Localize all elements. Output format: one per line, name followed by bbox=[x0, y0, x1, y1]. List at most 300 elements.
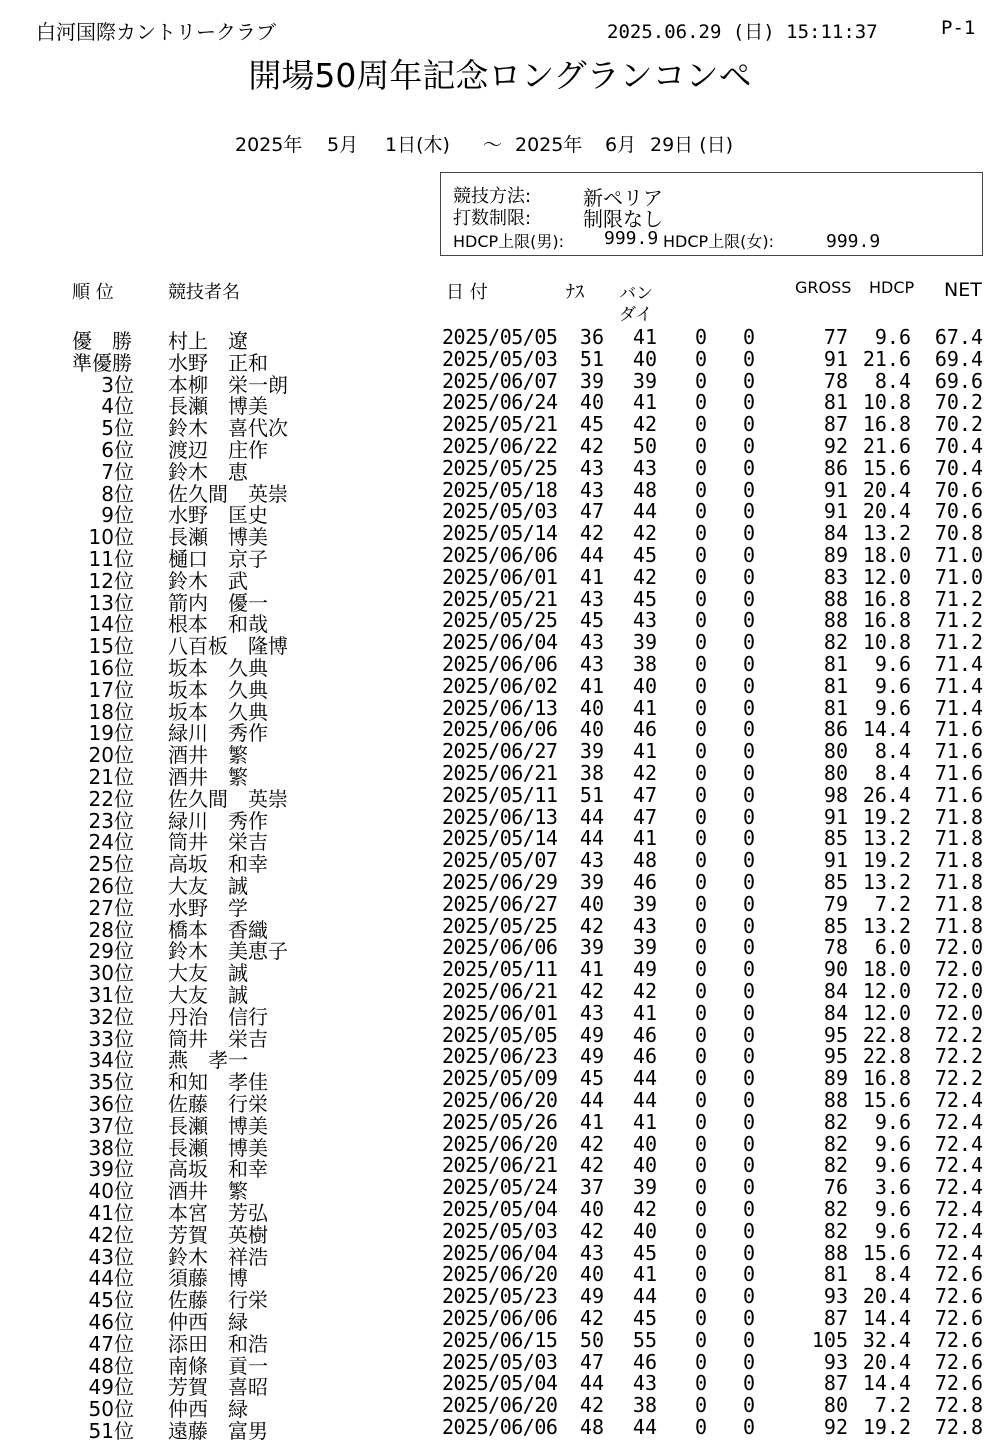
gross-cell: 82 bbox=[823, 1197, 848, 1221]
net-cell: 72.6 bbox=[934, 1327, 983, 1352]
player-name-cell: 長瀬 博美 bbox=[168, 525, 268, 550]
zero-col2-cell: 0 bbox=[743, 412, 756, 437]
table-row bbox=[0, 455, 1000, 484]
zero-col1-cell: 0 bbox=[695, 695, 708, 720]
date-cell: 2025/05/07 bbox=[442, 848, 558, 873]
net-cell: 71.4 bbox=[934, 652, 983, 676]
gross-cell: 88 bbox=[823, 1240, 848, 1265]
gross-cell: 95 bbox=[823, 1022, 848, 1047]
gross-cell: 80 bbox=[823, 739, 848, 764]
date-cell: 2025/06/20 bbox=[442, 1088, 558, 1112]
player-name-cell: 八百板 隆博 bbox=[168, 634, 288, 659]
in-score-cell: 45 bbox=[632, 1306, 657, 1330]
in-score-cell: 39 bbox=[632, 630, 657, 655]
zero-col1-cell: 0 bbox=[695, 1415, 708, 1439]
rank-cell: 42位 bbox=[88, 1222, 134, 1247]
out-score-cell: 45 bbox=[579, 412, 604, 437]
date-cell: 2025/05/11 bbox=[442, 782, 558, 807]
out-score-cell: 49 bbox=[579, 1284, 604, 1309]
zero-col2-cell: 0 bbox=[743, 913, 756, 938]
in-score-cell: 40 bbox=[632, 1153, 657, 1178]
col-rank: 順 位 bbox=[72, 282, 114, 303]
zero-col1-cell: 0 bbox=[695, 630, 708, 655]
zero-col2-cell: 0 bbox=[743, 979, 756, 1003]
net-cell: 72.0 bbox=[934, 935, 983, 960]
hdcp-cell: 22.8 bbox=[862, 1044, 911, 1069]
player-name-cell: 添田 和浩 bbox=[168, 1331, 268, 1356]
gross-cell: 77 bbox=[823, 325, 848, 349]
table-row bbox=[0, 1349, 1000, 1378]
date-cell: 2025/06/06 bbox=[442, 543, 558, 567]
rank-cell: 45位 bbox=[88, 1288, 134, 1313]
rank-cell: 9位 bbox=[101, 503, 134, 528]
date-cell: 2025/05/26 bbox=[442, 1109, 558, 1134]
gross-cell: 91 bbox=[823, 499, 848, 524]
date-cell: 2025/06/21 bbox=[442, 1153, 558, 1178]
zero-col1-cell: 0 bbox=[695, 390, 708, 415]
zero-col1-cell: 0 bbox=[695, 1022, 708, 1047]
net-cell: 71.8 bbox=[934, 826, 983, 851]
zero-col1-cell: 0 bbox=[695, 1393, 708, 1418]
col-gross: GROSS bbox=[795, 278, 852, 297]
player-name-cell: 仲西 緑 bbox=[168, 1397, 248, 1422]
method-label: 競技方法: bbox=[453, 186, 532, 207]
date-cell: 2025/06/06 bbox=[442, 1415, 558, 1439]
table-row bbox=[0, 1088, 1000, 1116]
date-cell: 2025/06/04 bbox=[442, 1240, 558, 1265]
date-cell: 2025/06/13 bbox=[442, 695, 558, 720]
rank-cell: 33位 bbox=[88, 1026, 134, 1051]
zero-col1-cell: 0 bbox=[695, 848, 708, 873]
hdcp-cell: 9.6 bbox=[874, 673, 911, 698]
gross-cell: 79 bbox=[823, 891, 848, 916]
out-score-cell: 40 bbox=[579, 695, 604, 720]
net-cell: 72.4 bbox=[934, 1175, 983, 1200]
out-score-cell: 40 bbox=[579, 1262, 604, 1287]
period-start-month: 5月 bbox=[327, 134, 359, 156]
gross-cell: 88 bbox=[823, 1088, 848, 1112]
period-tilde: ～ bbox=[483, 134, 503, 156]
in-score-cell: 41 bbox=[632, 325, 657, 349]
zero-col2-cell: 0 bbox=[743, 564, 756, 589]
zero-col1-cell: 0 bbox=[695, 499, 708, 524]
net-cell: 71.2 bbox=[934, 630, 983, 655]
date-cell: 2025/05/04 bbox=[442, 1371, 558, 1396]
out-score-cell: 41 bbox=[579, 673, 604, 698]
date-cell: 2025/06/20 bbox=[442, 1393, 558, 1418]
zero-col2-cell: 0 bbox=[743, 390, 756, 415]
date-cell: 2025/06/20 bbox=[442, 1262, 558, 1287]
zero-col2-cell: 0 bbox=[743, 477, 756, 502]
hdcp-cell: 8.4 bbox=[874, 761, 911, 785]
rank-cell: 5位 bbox=[101, 416, 134, 441]
zero-col1-cell: 0 bbox=[695, 412, 708, 437]
gross-cell: 92 bbox=[823, 1415, 848, 1439]
net-cell: 72.4 bbox=[934, 1088, 983, 1112]
net-cell: 69.6 bbox=[934, 368, 983, 393]
table-row bbox=[0, 325, 1000, 353]
out-score-cell: 42 bbox=[579, 1306, 604, 1330]
zero-col1-cell: 0 bbox=[695, 804, 708, 829]
net-cell: 72.4 bbox=[934, 1109, 983, 1134]
out-score-cell: 42 bbox=[579, 1393, 604, 1418]
zero-col1-cell: 0 bbox=[695, 1371, 708, 1396]
zero-col2-cell: 0 bbox=[743, 1240, 756, 1265]
zero-col1-cell: 0 bbox=[695, 1327, 708, 1352]
net-cell: 70.4 bbox=[934, 434, 983, 458]
gross-cell: 78 bbox=[823, 935, 848, 960]
net-cell: 72.2 bbox=[934, 1022, 983, 1047]
rank-cell: 27位 bbox=[88, 895, 134, 920]
out-score-cell: 50 bbox=[579, 1327, 604, 1352]
zero-col1-cell: 0 bbox=[695, 739, 708, 764]
in-score-cell: 38 bbox=[632, 652, 657, 676]
table-row bbox=[0, 935, 1000, 964]
rank-cell: 48位 bbox=[88, 1353, 134, 1378]
date-cell: 2025/06/15 bbox=[442, 1327, 558, 1352]
in-score-cell: 46 bbox=[632, 870, 657, 894]
table-row bbox=[0, 848, 1000, 877]
zero-col1-cell: 0 bbox=[695, 1066, 708, 1091]
gross-cell: 91 bbox=[823, 477, 848, 502]
hdcp-cell: 16.8 bbox=[862, 608, 911, 633]
gross-cell: 81 bbox=[823, 390, 848, 415]
table-row bbox=[0, 1306, 1000, 1334]
hdcp-cell: 9.6 bbox=[874, 695, 911, 720]
out-score-cell: 36 bbox=[579, 325, 604, 349]
date-cell: 2025/05/25 bbox=[442, 608, 558, 633]
gross-cell: 87 bbox=[823, 1306, 848, 1330]
rank-cell: 38位 bbox=[88, 1135, 134, 1160]
net-cell: 72.8 bbox=[934, 1415, 983, 1439]
zero-col2-cell: 0 bbox=[743, 1000, 756, 1025]
out-score-cell: 41 bbox=[579, 564, 604, 589]
rank-cell: 28位 bbox=[88, 917, 134, 942]
player-name-cell: 根本 和哉 bbox=[168, 612, 268, 637]
zero-col1-cell: 0 bbox=[695, 673, 708, 698]
hdcp-male-label: HDCP上限(男): bbox=[453, 232, 565, 251]
gross-cell: 82 bbox=[823, 1153, 848, 1178]
hdcp-male-value: 999.9 bbox=[604, 228, 659, 249]
in-score-cell: 39 bbox=[632, 891, 657, 916]
date-cell: 2025/05/21 bbox=[442, 412, 558, 437]
table-row bbox=[0, 477, 1000, 506]
zero-col1-cell: 0 bbox=[695, 586, 708, 611]
rank-cell: 19位 bbox=[88, 721, 134, 746]
in-score-cell: 42 bbox=[632, 1197, 657, 1221]
net-cell: 72.6 bbox=[934, 1284, 983, 1309]
date-cell: 2025/05/14 bbox=[442, 521, 558, 546]
out-score-cell: 37 bbox=[579, 1175, 604, 1200]
zero-col1-cell: 0 bbox=[695, 1000, 708, 1025]
net-cell: 71.0 bbox=[934, 564, 983, 589]
table-row bbox=[0, 1218, 1000, 1247]
date-cell: 2025/06/06 bbox=[442, 652, 558, 676]
zero-col2-cell: 0 bbox=[743, 695, 756, 720]
method-value: 新ペリア bbox=[583, 186, 663, 210]
hdcp-cell: 9.6 bbox=[874, 1153, 911, 1178]
date-cell: 2025/06/06 bbox=[442, 935, 558, 960]
net-cell: 70.2 bbox=[934, 412, 983, 437]
net-cell: 71.8 bbox=[934, 848, 983, 873]
rank-cell: 4位 bbox=[101, 394, 134, 419]
hdcp-cell: 8.4 bbox=[874, 739, 911, 764]
gross-cell: 81 bbox=[823, 1262, 848, 1287]
hdcp-cell: 10.8 bbox=[862, 390, 911, 415]
rank-cell: 41位 bbox=[88, 1201, 134, 1225]
net-cell: 71.4 bbox=[934, 695, 983, 720]
in-score-cell: 42 bbox=[632, 564, 657, 589]
hdcp-cell: 15.6 bbox=[862, 455, 911, 480]
out-score-cell: 39 bbox=[579, 870, 604, 894]
rank-cell: 25位 bbox=[88, 852, 134, 877]
table-row bbox=[0, 543, 1000, 571]
table-row bbox=[0, 673, 1000, 702]
date-cell: 2025/05/21 bbox=[442, 586, 558, 611]
rank-cell: 準優勝 bbox=[72, 350, 132, 375]
in-score-cell: 44 bbox=[632, 1284, 657, 1309]
date-cell: 2025/06/22 bbox=[442, 434, 558, 458]
player-name-cell: 佐久間 英崇 bbox=[168, 481, 288, 506]
period-end-month: 6月 bbox=[605, 134, 637, 156]
table-row bbox=[0, 1131, 1000, 1160]
table-row bbox=[0, 1153, 1000, 1182]
date-cell: 2025/06/24 bbox=[442, 390, 558, 415]
rank-cell: 優 勝 bbox=[72, 329, 132, 353]
player-name-cell: 坂本 久典 bbox=[168, 677, 268, 702]
col-in-bottom: ダイ bbox=[619, 305, 653, 325]
gross-cell: 86 bbox=[823, 455, 848, 480]
player-name-cell: 芳賀 英樹 bbox=[168, 1222, 268, 1247]
player-name-cell: 芳賀 喜昭 bbox=[168, 1375, 268, 1400]
gross-cell: 76 bbox=[823, 1175, 848, 1200]
in-score-cell: 42 bbox=[632, 979, 657, 1003]
in-score-cell: 48 bbox=[632, 477, 657, 502]
player-name-cell: 遠藤 富男 bbox=[168, 1419, 268, 1443]
hdcp-cell: 26.4 bbox=[862, 782, 911, 807]
in-score-cell: 46 bbox=[632, 717, 657, 742]
gross-cell: 84 bbox=[823, 521, 848, 546]
in-score-cell: 42 bbox=[632, 761, 657, 785]
table-row bbox=[0, 1000, 1000, 1029]
out-score-cell: 43 bbox=[579, 652, 604, 676]
zero-col1-cell: 0 bbox=[695, 477, 708, 502]
zero-col2-cell: 0 bbox=[743, 608, 756, 633]
rank-cell: 35位 bbox=[88, 1070, 134, 1095]
hdcp-cell: 16.8 bbox=[862, 586, 911, 611]
hdcp-cell: 8.4 bbox=[874, 368, 911, 393]
zero-col2-cell: 0 bbox=[743, 1131, 756, 1156]
rank-cell: 44位 bbox=[88, 1266, 134, 1291]
table-row bbox=[0, 1066, 1000, 1095]
out-score-cell: 47 bbox=[579, 1349, 604, 1374]
hdcp-cell: 15.6 bbox=[862, 1088, 911, 1112]
zero-col1-cell: 0 bbox=[695, 870, 708, 894]
out-score-cell: 43 bbox=[579, 848, 604, 873]
date-cell: 2025/05/05 bbox=[442, 1022, 558, 1047]
rank-cell: 30位 bbox=[88, 961, 134, 986]
hdcp-cell: 18.0 bbox=[862, 957, 911, 982]
in-score-cell: 50 bbox=[632, 434, 657, 458]
in-score-cell: 41 bbox=[632, 390, 657, 415]
table-row bbox=[0, 1415, 1000, 1443]
zero-col2-cell: 0 bbox=[743, 1022, 756, 1047]
col-in-top: バン bbox=[619, 284, 653, 304]
net-cell: 72.2 bbox=[934, 1044, 983, 1069]
zero-col1-cell: 0 bbox=[695, 782, 708, 807]
net-cell: 67.4 bbox=[934, 325, 983, 349]
table-row bbox=[0, 870, 1000, 898]
player-name-cell: 佐藤 行栄 bbox=[168, 1092, 268, 1116]
date-cell: 2025/06/01 bbox=[442, 1000, 558, 1025]
rank-cell: 49位 bbox=[88, 1375, 134, 1400]
print-datetime: 2025.06.29 (日) 15:11:37 bbox=[607, 21, 878, 43]
gross-cell: 85 bbox=[823, 870, 848, 894]
in-score-cell: 40 bbox=[632, 346, 657, 371]
in-score-cell: 48 bbox=[632, 848, 657, 873]
hdcp-cell: 7.2 bbox=[874, 891, 911, 916]
gross-cell: 87 bbox=[823, 412, 848, 437]
table-row bbox=[0, 695, 1000, 724]
out-score-cell: 40 bbox=[579, 390, 604, 415]
date-cell: 2025/06/02 bbox=[442, 673, 558, 698]
rank-cell: 13位 bbox=[88, 590, 134, 615]
net-cell: 70.6 bbox=[934, 477, 983, 502]
gross-cell: 84 bbox=[823, 979, 848, 1003]
hdcp-cell: 20.4 bbox=[862, 1349, 911, 1374]
date-cell: 2025/05/03 bbox=[442, 1349, 558, 1374]
out-score-cell: 43 bbox=[579, 1240, 604, 1265]
rank-cell: 3位 bbox=[101, 372, 134, 397]
out-score-cell: 43 bbox=[579, 455, 604, 480]
gross-cell: 82 bbox=[823, 1109, 848, 1134]
table-row bbox=[0, 346, 1000, 375]
zero-col2-cell: 0 bbox=[743, 826, 756, 851]
rank-cell: 12位 bbox=[88, 568, 134, 593]
zero-col2-cell: 0 bbox=[743, 455, 756, 480]
limit-value: 制限なし bbox=[583, 207, 663, 231]
gross-cell: 91 bbox=[823, 346, 848, 371]
out-score-cell: 44 bbox=[579, 543, 604, 567]
period-end-year: 2025年 bbox=[515, 134, 583, 156]
net-cell: 71.6 bbox=[934, 717, 983, 742]
rank-cell: 32位 bbox=[88, 1004, 134, 1029]
player-name-cell: 仲西 緑 bbox=[168, 1310, 248, 1334]
zero-col2-cell: 0 bbox=[743, 630, 756, 655]
out-score-cell: 42 bbox=[579, 1131, 604, 1156]
gross-cell: 93 bbox=[823, 1284, 848, 1309]
hdcp-cell: 20.4 bbox=[862, 499, 911, 524]
player-name-cell: 大友 誠 bbox=[168, 874, 248, 898]
rank-cell: 23位 bbox=[88, 808, 134, 833]
out-score-cell: 43 bbox=[579, 477, 604, 502]
player-name-cell: 大友 誠 bbox=[168, 961, 248, 986]
out-score-cell: 42 bbox=[579, 434, 604, 458]
hdcp-cell: 12.0 bbox=[862, 564, 911, 589]
rank-cell: 16位 bbox=[88, 656, 134, 680]
hdcp-cell: 9.6 bbox=[874, 1131, 911, 1156]
out-score-cell: 38 bbox=[579, 761, 604, 785]
in-score-cell: 40 bbox=[632, 1218, 657, 1243]
gross-cell: 88 bbox=[823, 586, 848, 611]
player-name-cell: 鈴木 喜代次 bbox=[168, 416, 288, 441]
rank-cell: 51位 bbox=[88, 1419, 134, 1443]
club-name: 白河国際カントリークラブ bbox=[36, 20, 276, 44]
out-score-cell: 47 bbox=[579, 499, 604, 524]
zero-col2-cell: 0 bbox=[743, 1393, 756, 1418]
out-score-cell: 39 bbox=[579, 739, 604, 764]
period-start-day: 1日(木) bbox=[385, 134, 450, 156]
gross-cell: 85 bbox=[823, 913, 848, 938]
in-score-cell: 45 bbox=[632, 543, 657, 567]
zero-col1-cell: 0 bbox=[695, 543, 708, 567]
gross-cell: 89 bbox=[823, 1066, 848, 1091]
player-name-cell: 本宮 芳弘 bbox=[168, 1201, 268, 1225]
zero-col1-cell: 0 bbox=[695, 1131, 708, 1156]
table-row bbox=[0, 586, 1000, 615]
hdcp-cell: 13.2 bbox=[862, 521, 911, 546]
table-row bbox=[0, 1393, 1000, 1422]
player-name-cell: 緑川 秀作 bbox=[168, 808, 268, 833]
net-cell: 71.8 bbox=[934, 804, 983, 829]
net-cell: 72.0 bbox=[934, 979, 983, 1003]
in-score-cell: 39 bbox=[632, 368, 657, 393]
in-score-cell: 41 bbox=[632, 739, 657, 764]
out-score-cell: 43 bbox=[579, 586, 604, 611]
player-name-cell: 長瀬 博美 bbox=[168, 1135, 268, 1160]
out-score-cell: 41 bbox=[579, 957, 604, 982]
date-cell: 2025/06/21 bbox=[442, 761, 558, 785]
zero-col2-cell: 0 bbox=[743, 891, 756, 916]
net-cell: 72.4 bbox=[934, 1240, 983, 1265]
hdcp-cell: 19.2 bbox=[862, 1415, 911, 1439]
zero-col2-cell: 0 bbox=[743, 521, 756, 546]
table-row bbox=[0, 1327, 1000, 1356]
in-score-cell: 43 bbox=[632, 913, 657, 938]
zero-col1-cell: 0 bbox=[695, 1262, 708, 1287]
gross-cell: 82 bbox=[823, 1131, 848, 1156]
hdcp-cell: 20.4 bbox=[862, 477, 911, 502]
player-name-cell: 緑川 秀作 bbox=[168, 721, 268, 746]
player-name-cell: 箭内 優一 bbox=[168, 590, 268, 615]
in-score-cell: 41 bbox=[632, 695, 657, 720]
date-cell: 2025/05/23 bbox=[442, 1284, 558, 1309]
out-score-cell: 43 bbox=[579, 630, 604, 655]
table-row bbox=[0, 979, 1000, 1007]
date-cell: 2025/05/25 bbox=[442, 455, 558, 480]
zero-col2-cell: 0 bbox=[743, 1066, 756, 1091]
hdcp-cell: 22.8 bbox=[862, 1022, 911, 1047]
rank-cell: 36位 bbox=[88, 1092, 134, 1116]
zero-col2-cell: 0 bbox=[743, 1371, 756, 1396]
rank-cell: 21位 bbox=[88, 765, 134, 789]
hdcp-female-value: 999.9 bbox=[826, 231, 881, 252]
in-score-cell: 44 bbox=[632, 499, 657, 524]
hdcp-cell: 16.8 bbox=[862, 412, 911, 437]
zero-col2-cell: 0 bbox=[743, 739, 756, 764]
player-name-cell: 水野 匡史 bbox=[168, 503, 268, 528]
table-row bbox=[0, 564, 1000, 593]
zero-col2-cell: 0 bbox=[743, 1284, 756, 1309]
table-row bbox=[0, 1175, 1000, 1204]
date-cell: 2025/05/25 bbox=[442, 913, 558, 938]
date-cell: 2025/05/09 bbox=[442, 1066, 558, 1091]
zero-col2-cell: 0 bbox=[743, 1197, 756, 1221]
zero-col1-cell: 0 bbox=[695, 826, 708, 851]
out-score-cell: 44 bbox=[579, 826, 604, 851]
zero-col2-cell: 0 bbox=[743, 957, 756, 982]
zero-col2-cell: 0 bbox=[743, 1415, 756, 1439]
